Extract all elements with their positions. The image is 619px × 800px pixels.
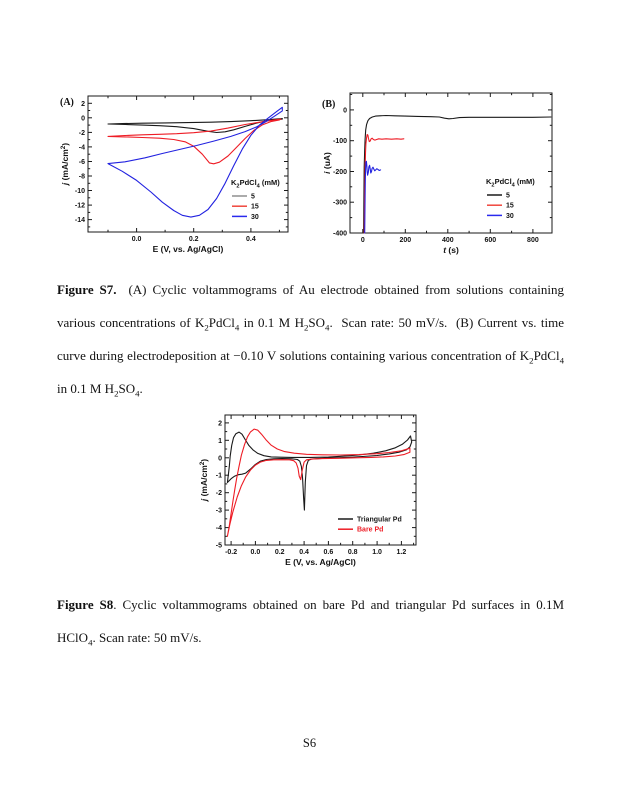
y-axis-label: j $(mA/cm^2)$ <box>198 458 209 502</box>
x-tick-label: 0.2 <box>188 236 199 243</box>
x-tick-label: 1.2 <box>396 549 407 556</box>
y-tick-label: -6 <box>78 159 85 166</box>
y-tick-label: -2 <box>78 129 85 137</box>
s7-panel-a-svg <box>55 88 317 260</box>
series-30 <box>365 161 381 233</box>
series-15 <box>364 135 404 234</box>
series-5 <box>364 116 551 234</box>
legend-label: 30 <box>251 213 259 221</box>
x-tick-label: 800 <box>527 237 539 244</box>
plot-frame <box>350 93 552 233</box>
legend-label: Triangular Pd <box>357 516 402 524</box>
y-tick-label: -12 <box>74 202 85 210</box>
x-tick-label: 200 <box>399 237 412 244</box>
series-triangular-pd <box>227 432 411 510</box>
series-15 <box>108 119 281 164</box>
x-tick-label: 0.4 <box>299 549 309 556</box>
series-5 <box>108 119 282 133</box>
y-tick-label: -200 <box>332 169 347 176</box>
x-tick-label: 0.0 <box>250 549 261 556</box>
y-tick-label: 1 <box>218 437 222 445</box>
figure-s8-chart <box>198 408 426 570</box>
legend-label: 30 <box>506 212 514 220</box>
y-axis-label: i (uA) <box>322 152 332 174</box>
y-tick-label: -400 <box>332 230 347 238</box>
x-tick-label: 400 <box>441 237 454 244</box>
y-tick-label: 0 <box>218 455 222 463</box>
x-tick-label: 0.4 <box>246 236 256 243</box>
panel-label: (B) <box>322 99 336 110</box>
x-tick-label: 1.0 <box>372 549 382 556</box>
legend-label: 5 <box>506 192 510 200</box>
y-tick-label: 0 <box>81 115 85 123</box>
legend-label: 15 <box>506 202 514 210</box>
legend-title: $K_2PdCl_4$ (mM) <box>231 178 280 190</box>
s7-panel-b-svg <box>318 88 568 260</box>
x-tick-label: 0.6 <box>323 549 334 556</box>
y-tick-label: -4 <box>215 525 222 533</box>
x-tick-label: 0.0 <box>131 236 142 243</box>
s8-svg <box>198 408 426 570</box>
y-tick-label: -4 <box>78 144 85 152</box>
y-tick-label: -14 <box>74 217 85 225</box>
x-tick-label: 0.2 <box>274 549 285 556</box>
figure-s7-caption: Figure S7. (A) Cyclic voltammograms of Au electrode obtained from solutions containing various concentrations of $K_2PdCl_4$ in 0.1 M $H_2SO_4$. Scan rate: 50 mV/s. (B) Current vs. time curve during electrodeposition at −0.10 V solutions containing various concentration of $K_2PdCl_4$ in 0.1 M $H_2SO_4$. <box>57 282 565 399</box>
x-tick-label: -0.2 <box>225 549 238 556</box>
legend-label: 15 <box>251 203 259 211</box>
x-tick-label: 0 <box>360 237 365 244</box>
x-tick-label: 600 <box>484 237 497 244</box>
y-tick-label: -100 <box>332 138 347 146</box>
y-tick-label: 0 <box>343 107 347 115</box>
y-tick-label: -1 <box>215 472 222 480</box>
figure-s7-panel-a-chart <box>55 88 317 260</box>
plot-frame <box>225 415 416 545</box>
y-tick-label: -2 <box>215 490 222 498</box>
x-axis-label: E (V, vs. Ag/AgCl) <box>152 244 224 254</box>
plot-frame <box>88 96 288 232</box>
y-tick-label: 2 <box>81 100 85 108</box>
legend-label: Bare Pd <box>357 526 384 534</box>
y-tick-label: -3 <box>215 507 222 515</box>
figure-s8-caption: Figure S8. Cyclic voltammograms obtained on bare Pd and triangular Pd surfaces in 0.1M HClO$_4$. Scan rate: 50 mV/s. <box>57 597 564 648</box>
legend-title: $K_2PdCl_4$ (mM) <box>486 177 535 189</box>
y-tick-label: -8 <box>78 173 85 181</box>
y-tick-label: 2 <box>218 420 222 428</box>
y-tick-label: -5 <box>215 542 222 550</box>
legend-label: 5 <box>251 193 255 201</box>
x-tick-label: 0.8 <box>347 549 358 556</box>
page-number: S6 <box>302 736 317 750</box>
x-axis-label: t (s) <box>443 245 459 255</box>
x-axis-label: E (V, vs. Ag/AgCl) <box>285 557 356 567</box>
y-axis-label: j $(mA/cm^2)$ <box>59 142 70 186</box>
panel-label: (A) <box>60 97 74 108</box>
figure-s7-panel-b-chart <box>318 88 568 260</box>
y-tick-label: -300 <box>332 199 347 207</box>
y-tick-label: -10 <box>74 188 85 195</box>
